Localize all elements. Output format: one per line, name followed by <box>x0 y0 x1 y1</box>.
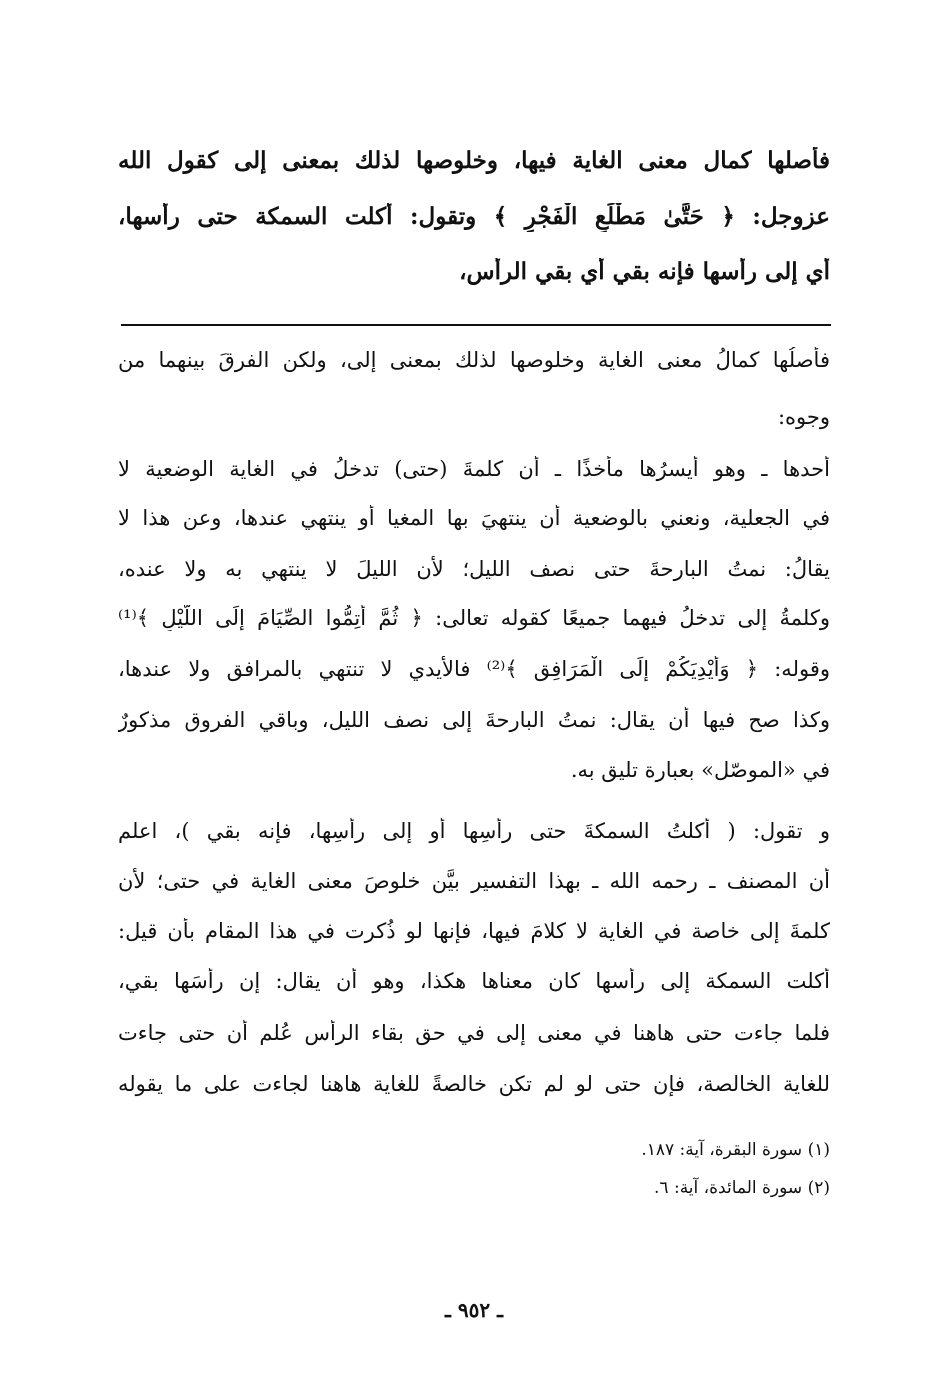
matn-line: أي إلى رأسها فإنه بقي أي بقي الرأس، <box>459 258 830 285</box>
footnote: (٢) سورة المائدة، آية: ٦. <box>654 1178 830 1198</box>
matn-line: عزوجل: ﴿ حَتَّىٰ مَطْلَعِ الْفَجْرِ ﴾ وتقول: أكلت السمكة حتى رأسها، <box>118 203 830 230</box>
commentary-line: فلما جاءت حتى هاهنا في معنى إلى في حق بقاء الرأس عُلم أن حتى جاءت <box>118 1021 830 1045</box>
commentary-line: وقوله: ﴿ وَأَيْدِيَكُمْ إِلَى الْمَرَافِقِ ﴾⁽²⁾ فالأيدي لا تنتهي بالمرافق ولا عندها، <box>118 657 830 681</box>
separator-rule <box>121 324 831 326</box>
commentary-line: وكلمةُ إلى تدخلُ فيهما جميعًا كقوله تعالى: ﴿ ثُمَّ أَتِمُّوا الصِّيَامَ إِلَى اللَّيْلِ ﴾⁽¹⁾ <box>118 606 830 630</box>
commentary-line: و تقول: ( أكلتُ السمكةَ حتى رأسِها أو إلى رأسِها، فإنه بقي )، اعلم <box>118 819 830 843</box>
page-number: ـ ٩٥٢ ـ <box>445 1298 503 1322</box>
commentary-line: يقالُ: نمتُ البارحةَ حتى نصف الليل؛ لأن الليلَ لا ينتهي به ولا عنده، <box>118 557 830 581</box>
matn-line: فأصلها كمال معنى الغاية فيها، وخلوصها لذلك بمعنى إلى كقول الله <box>118 147 830 174</box>
commentary-line: وكذا صح فيها أن يقال: نمتُ البارحةَ إلى نصف الليل، وباقي الفروق مذكورٌ <box>118 708 830 732</box>
commentary-line: وجوه: <box>777 405 830 429</box>
commentary-line: في «الموصّل» بعبارة تليق به. <box>570 758 830 782</box>
commentary-line: كلمةَ إلى خاصة في الغاية لا كلامَ فيها، فإنها لو ذُكرت في هذا المقام بأن قيل: <box>118 919 830 943</box>
commentary-line: فأصلُها كمالُ معنى الغاية وخلوصها لذلك بمعنى إلى، ولكن الفرقَ بينهما من <box>118 348 830 372</box>
commentary-line: للغاية الخالصة، فإن حتى لو لم تكن خالصةً للغاية هاهنا لجاءت على ما يقوله <box>118 1072 830 1096</box>
commentary-line: أن المصنف ـ رحمه الله ـ بهذا التفسير بيَّن خلوصَ معنى الغاية في حتى؛ لأن <box>118 869 830 893</box>
commentary-line: أحدها ـ وهو أيسرُها مأخذًا ـ أن كلمةَ (حتى) تدخلُ في الغاية الوضعية لا <box>118 457 830 481</box>
commentary-line: أكلت السمكة إلى رأسها كان معناها هكذا، وهو أن يقال: إن رأسَها بقي، <box>118 969 830 993</box>
commentary-line: في الجعلية، ونعني بالوضعية أن ينتهيَ بها المغيا أو ينتهي عندها، وعن هذا لا <box>118 506 830 530</box>
footnote: (١) سورة البقرة، آية: ١٨٧. <box>641 1140 830 1160</box>
